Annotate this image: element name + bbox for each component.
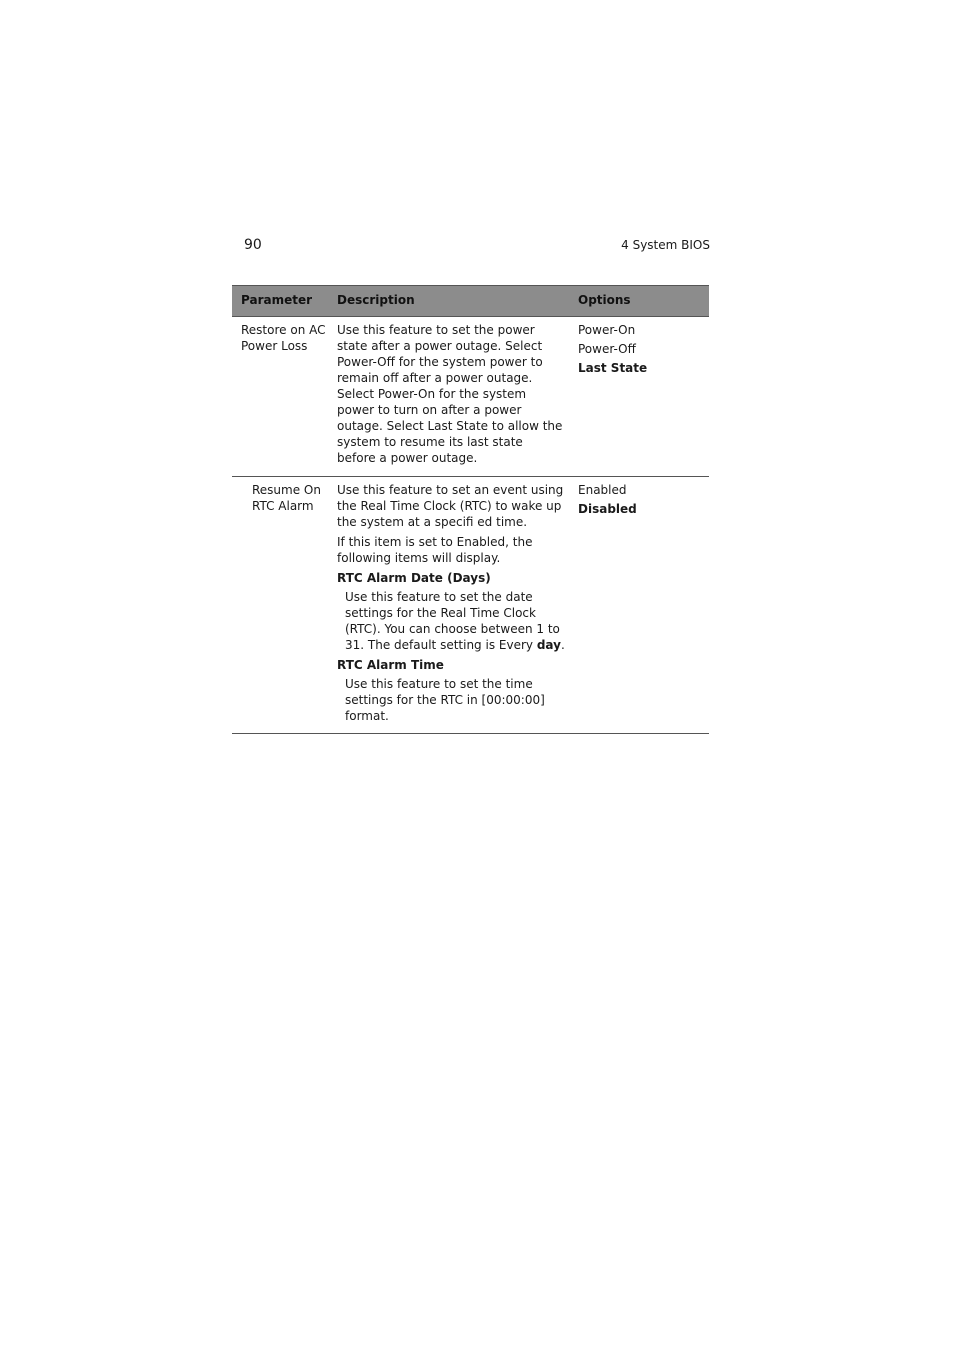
- alarm-date-default-value: day: [536, 638, 561, 652]
- option-last-state-default: Last State: [578, 361, 648, 375]
- parameter-name: Restore on AC Power Loss: [241, 323, 326, 353]
- description-note: If this item is set to Enabled, the following items will display.: [337, 535, 533, 565]
- option-power-on: Power-On: [578, 323, 636, 337]
- option-enabled: Enabled: [578, 483, 627, 497]
- page-number: 90: [244, 237, 262, 253]
- header-description: Description: [337, 293, 415, 307]
- header-options: Options: [578, 293, 631, 307]
- sub-item-title-alarm-date: RTC Alarm Date (Days): [337, 571, 491, 585]
- sub-item-title-alarm-time: RTC Alarm Time: [337, 658, 444, 672]
- chapter-title: 4 System BIOS: [621, 238, 710, 252]
- description-text: Use this feature to set the power state after a power outage. Select Power-Off for the system power to remain off after a power outage. Select Power-On for the system power to turn on after a power outage. Select Last State to allow the system to resume its last state before a power outage.: [337, 323, 563, 465]
- table-row-resume-rtc-alarm: [232, 477, 709, 734]
- table-row-restore-ac-power-loss: [232, 317, 709, 477]
- sub-item-text-alarm-time: Use this feature to set the time settings for the RTC in [00:00:00] format.: [345, 677, 545, 723]
- sub-item-text-alarm-date: [345, 589, 565, 653]
- bios-parameter-table: [232, 285, 709, 734]
- options-list: [578, 482, 698, 520]
- option-disabled-default: Disabled: [578, 502, 637, 516]
- table-header-row: [232, 285, 709, 317]
- description-intro: Use this feature to set an event using the Real Time Clock (RTC) to wake up the system at a specifi ed time.: [337, 483, 564, 529]
- option-power-off: Power-Off: [578, 342, 636, 356]
- parameter-description: [337, 322, 565, 470]
- header-parameter: Parameter: [241, 293, 313, 307]
- options-list: [578, 322, 698, 379]
- alarm-date-text-end: .: [560, 638, 565, 652]
- parameter-description: [337, 482, 565, 728]
- parameter-name: Resume On RTC Alarm: [252, 483, 321, 513]
- alarm-date-text: Use this feature to set the date settings for the Real Time Clock (RTC). You can choose between 1 to 31. The default setting is Every: [345, 590, 560, 652]
